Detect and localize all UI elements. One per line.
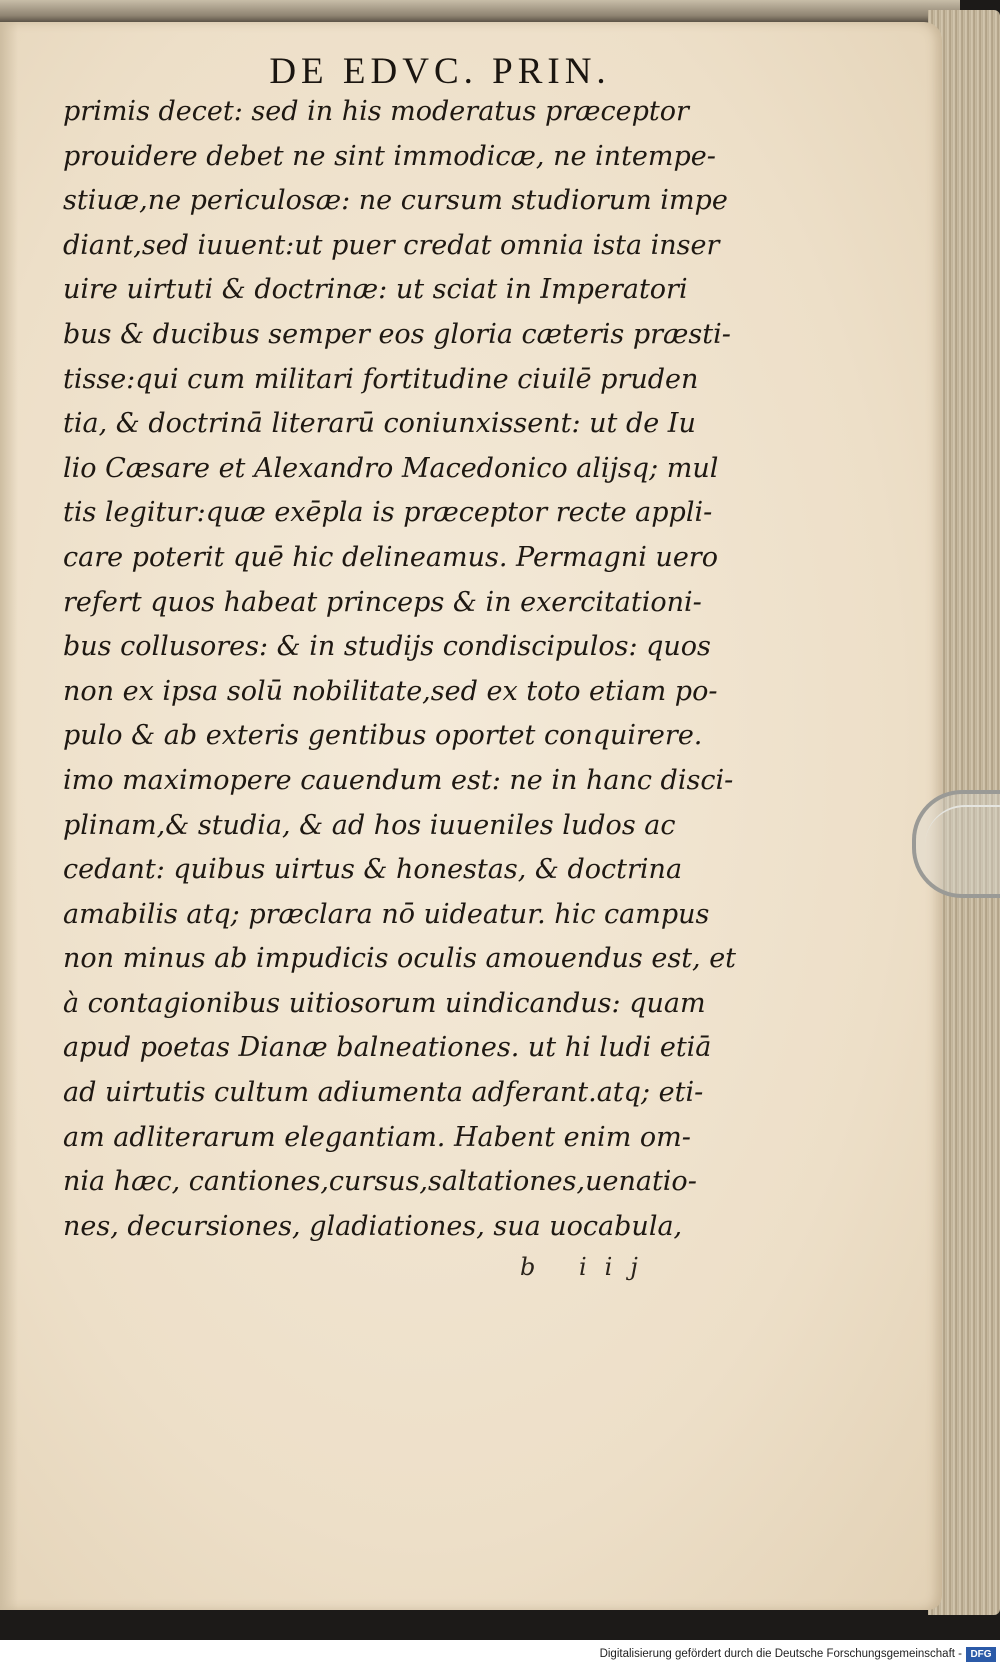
text-line: primis decet: sed in his moderatus præceptor (63, 96, 689, 127)
text-line: am adliterarum elegantiam. Habent enim om- (63, 1121, 691, 1153)
body-text (63, 90, 763, 1249)
funding-credit: Digitalisierung gefördert durch die Deutsche Forschungsgemeinschaft - (599, 1648, 962, 1660)
text-line: refert quos habeat princeps & in exercitationi- (63, 586, 702, 618)
text-line: nia hæc, cantiones,cursus,saltationes,uenatio- (63, 1166, 697, 1198)
text-line: prouidere debet ne sint immodicæ, ne intempe- (63, 140, 716, 172)
text-line: tis legitur:quæ exēpla is præceptor recte appli- (63, 497, 713, 529)
dfg-logo: DFG (966, 1647, 996, 1662)
text-line: non ex ipsa solū nobilitate,sed ex toto etiam po- (63, 675, 718, 707)
page-clip-highlight (925, 805, 1000, 877)
signature-mark: b iij (520, 1253, 656, 1281)
text-line: uire uirtuti & doctrinæ: ut sciat in Imperatori (63, 274, 688, 306)
text-line: lio Cæsare et Alexandro Macedonico alijsq; mul (63, 452, 719, 484)
text-line: cedant: quibus uirtus & honestas, & doctrina (63, 854, 683, 886)
text-line: bus & ducibus semper eos gloria cæteris præsti- (63, 318, 731, 350)
text-line: imo maximopere cauendum est: ne in hanc disci- (63, 764, 734, 796)
text-line: tisse:qui cum militari fortitudine ciuilē pruden (63, 363, 699, 395)
text-line: ad uirtutis cultum adiumenta adferant.atq; eti- (63, 1077, 704, 1109)
text-line: à contagionibus uitiosorum uindicandus: quam (63, 987, 706, 1019)
text-line: care poterit quē hic delineamus. Permagni uero (63, 541, 718, 573)
text-line: pulo & ab exteris gentibus oportet conquirere. (63, 720, 703, 752)
text-line: apud poetas Dianæ balneationes. ut hi ludi etiā (63, 1032, 712, 1064)
text-line: bus collusores: & in studijs condiscipulos: quos (63, 631, 711, 663)
text-line: tia, & doctrinā literarū coniunxissent: ut de Iu (63, 408, 696, 440)
text-line: non minus ab impudicis oculis amouendus est, et (63, 943, 737, 975)
text-line: plinam,& studia, & ad hos iuueniles ludos ac (63, 809, 676, 841)
text-line: amabilis atq; præclara nō uideatur. hic campus (63, 898, 710, 930)
text-line: stiuæ,ne periculosæ: ne cursum studiorum impe (63, 185, 728, 217)
text-line: diant,sed iuuent:ut puer credat omnia ista inser (63, 229, 720, 261)
text-line: nes, decursiones, gladiationes, sua uocabula, (63, 1210, 683, 1242)
running-head: DE EDVC. PRIN. (269, 51, 611, 92)
page-gutter (0, 22, 18, 1610)
